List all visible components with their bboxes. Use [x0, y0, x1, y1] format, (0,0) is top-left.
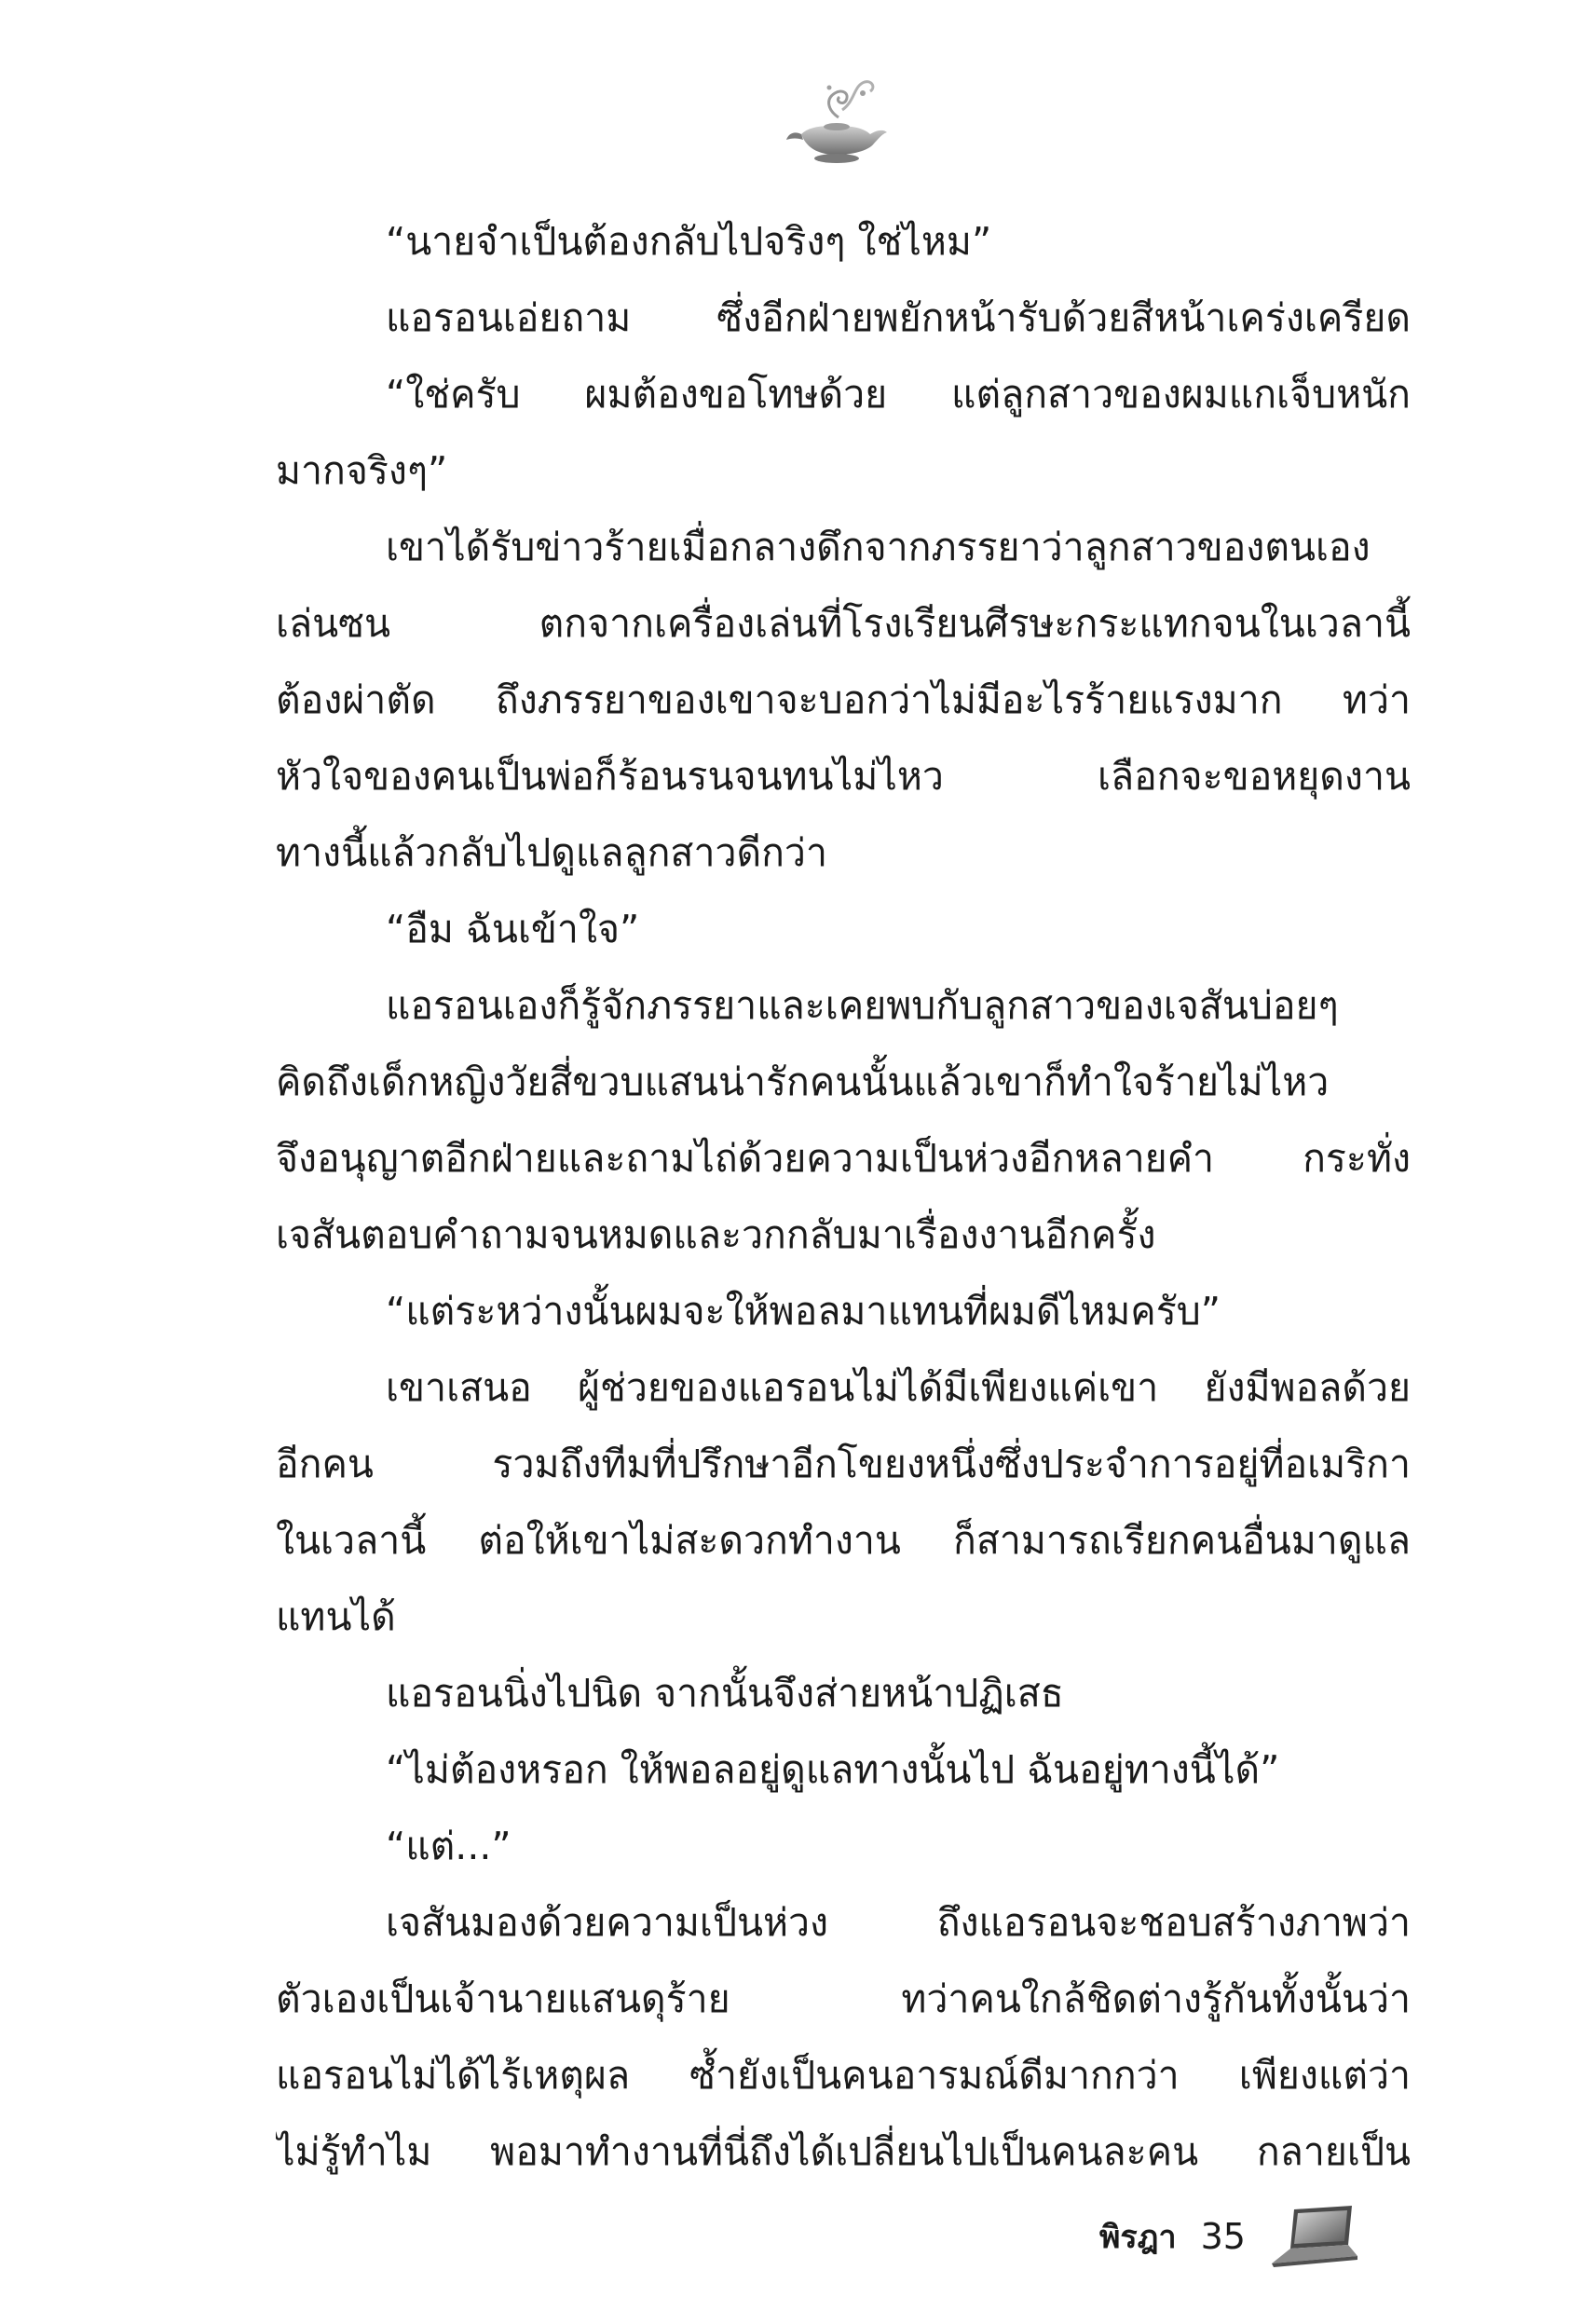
magic-lamp-icon	[781, 73, 893, 166]
text-line: “นายจำเป็นต้องกลับไปจริงๆ ใช่ไหม”	[386, 219, 992, 264]
text-line: เล่นซน ตกจากเครื่องเล่นที่โรงเรียนศีรษะกระแทกจนในเวลานี้	[276, 601, 1411, 646]
text-line: คิดถึงเด็กหญิงวัยสี่ขวบแสนน่ารักคนนั้นแล้วเขาก็ทำใจร้ายไม่ไหว	[276, 1060, 1330, 1104]
text-line: แอรอนนิ่งไปนิด จากนั้นจึงส่ายหน้าปฏิเสธ	[386, 1671, 1064, 1716]
text-line: แอรอนเอ่ยถาม ซึ่งอีกฝ่ายพยักหน้ารับด้วยสีหน้าเคร่งเครียด	[386, 295, 1411, 340]
text-line: “ไม่ต้องหรอก ให้พอลอยู่ดูแลทางนั้นไป ฉันอยู่ทางนี้ได้”	[386, 1747, 1280, 1792]
text-line: ตัวเองเป็นเจ้านายแสนดุร้าย ทว่าคนใกล้ชิดต่างรู้กันทั้งนั้นว่า	[276, 1976, 1411, 2021]
author-name: พิรฎา	[1099, 2219, 1177, 2256]
text-line: “แต่ระหว่างนั้นผมจะให้พอลมาแทนที่ผมดีไหมครับ”	[386, 1289, 1221, 1333]
text-line: เขาเสนอ ผู้ช่วยของแอรอนไม่ได้มีเพียงแค่เขา ยังมีพอลด้วย	[386, 1365, 1411, 1410]
page-footer	[1099, 2199, 1359, 2274]
text-line: จึงอนุญาตอีกฝ่ายและถามไถ่ด้วยความเป็นห่วงอีกหลายคำ กระทั่ง	[276, 1136, 1411, 1181]
text-line: “ใช่ครับ ผมต้องขอโทษด้วย แต่ลูกสาวของผมแกเจ็บหนัก	[386, 372, 1411, 417]
text-line: แอรอนเองก็รู้จักภรรยาและเคยพบกับลูกสาวของเจสันบ่อยๆ	[386, 983, 1339, 1028]
laptop-icon	[1266, 2204, 1359, 2269]
text-line: อีกคน รวมถึงทีมที่ปรึกษาอีกโขยงหนึ่งซึ่งประจำการอยู่ที่อเมริกา	[276, 1442, 1411, 1486]
text-line: ทางนี้แล้วกลับไปดูแลลูกสาวดีกว่า	[276, 830, 827, 875]
text-line: “อืม ฉันเข้าใจ”	[386, 907, 640, 951]
text-line: แทนได้	[276, 1594, 396, 1639]
text-line: ต้องผ่าตัด ถึงภรรยาของเขาจะบอกว่าไม่มีอะไรร้ายแรงมาก ทว่า	[276, 677, 1411, 722]
body-text	[276, 203, 1411, 2190]
text-line: เจสันตอบคำถามจนหมดและวกกลับมาเรื่องงานอีกครั้ง	[276, 1212, 1156, 1257]
text-line: แอรอนไม่ได้ไร้เหตุผล ซ้ำยังเป็นคนอารมณ์ดีมากกว่า เพียงแต่ว่า	[276, 2053, 1411, 2098]
text-line: เจสันมองด้วยความเป็นห่วง ถึงแอรอนจะชอบสร้างภาพว่า	[386, 1900, 1411, 1945]
page-number: 35	[1200, 2216, 1246, 2257]
text-line: เขาได้รับข่าวร้ายเมื่อกลางดึกจากภรรยาว่าลูกสาวของตนเอง	[386, 525, 1371, 569]
text-line: “แต่...”	[386, 1824, 512, 1868]
text-line: มากจริงๆ”	[276, 448, 448, 493]
text-line: หัวใจของคนเป็นพ่อก็ร้อนรนจนทนไม่ไหว เลือกจะขอหยุดงาน	[276, 754, 1411, 799]
text-line: ในเวลานี้ ต่อให้เขาไม่สะดวกทำงาน ก็สามารถเรียกคนอื่นมาดูแล	[276, 1518, 1411, 1563]
text-line: ไม่รู้ทำไม พอมาทำงานที่นี่ถึงได้เปลี่ยนไปเป็นคนละคน กลายเป็น	[276, 2129, 1411, 2174]
